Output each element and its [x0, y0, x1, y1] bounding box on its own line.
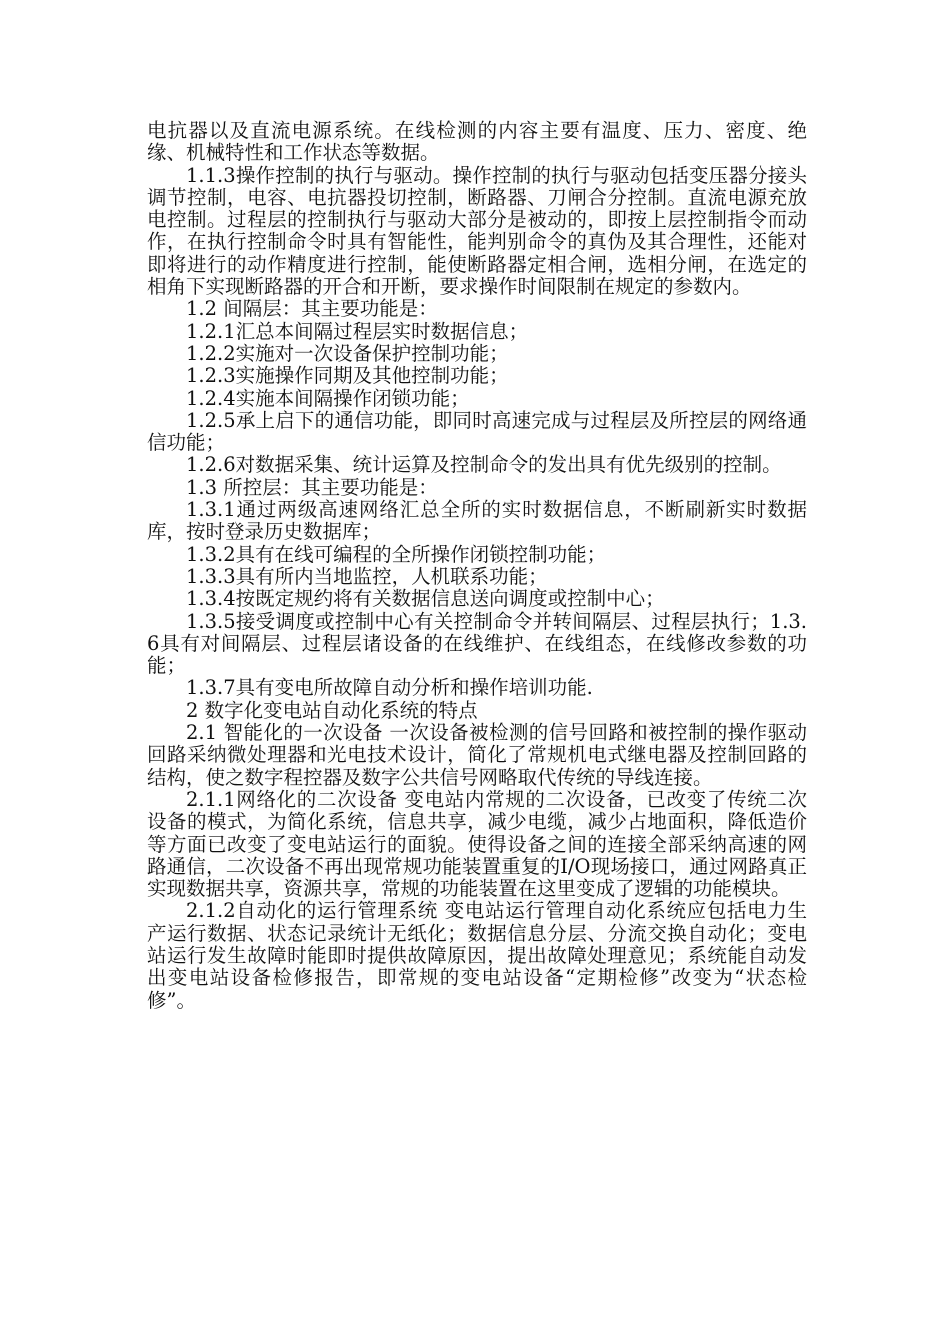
paragraph-11: 1.3.1通过两级高速网络汇总全所的实时数据信息，不断刷新实时数据库，按时登录历史数据库； [147, 498, 807, 544]
paragraph-1: 电抗器以及直流电源系统。在线检测的内容主要有温度、压力、密度、绝缘、机械特性和工作状态等数据。 [147, 119, 807, 165]
paragraph-18: 2.1 智能化的一次设备 一次设备被检测的信号回路和被控制的操作驱动回路采纳微处理器和光电技术设计，简化了常规机电式继电器及控制回路的结构，使之数字程控器及数字公共信号网略取代传统的导线连接。 [147, 721, 807, 789]
paragraph-10: 1.3 所控层：其主要功能是： [186, 475, 438, 499]
paragraph-5: 1.2.2实施对一次设备保护控制功能； [186, 341, 509, 365]
paragraph-2: 1.1.3操作控制的执行与驱动。操作控制的执行与驱动包括变压器分接头调节控制，电容、电抗器投切控制，断路器、刀闸合分控制。直流电源充放电控制。过程层的控制执行与驱动大部分是被动的，即按上层控制指令而动作，在执行控制命令时具有智能性，能判别命令的真伪及其合理性，还能对即将进行的动作精度进行控制，能使断路器定相合闸，选相分闸，在选定的相角下实现断路器的开合和开断，要求操作时间限制在规定的参数内。 [147, 163, 807, 299]
paragraph-7: 1.2.4实施本间隔操作闭锁功能； [186, 386, 470, 410]
paragraph-12: 1.3.2具有在线可编程的全所操作闭锁控制功能； [186, 542, 607, 566]
paragraph-15: 1.3.5接受调度或控制中心有关控制命令并转间隔层、过程层执行；1.3.6具有对间隔层、过程层诸设备的在线维护、在线组态，在线修改参数的功能； [147, 609, 807, 678]
section-heading: 2 数字化变电站自动化系统的特点 [186, 698, 478, 722]
paragraph-14: 1.3.4按既定规约将有关数据信息送向调度或控制中心； [186, 587, 665, 611]
paragraph-19: 2.1.1网络化的二次设备 变电站内常规的二次设备，已改变了传统二次设备的模式，为简化系统，信息共享，减少电缆，减少占地面积，降低造价等方面已改变了变电站运行的面貌。使得设备之间的连接全部采纳高速的网路通信，二次设备不再出现常规功能装置重复的I/O现场接口，通过网路真正实现数据共享，资源共享，常规的功能装置在这里变成了逻辑的功能模块。 [147, 787, 807, 901]
paragraph-4: 1.2.1汇总本间隔过程层实时数据信息； [186, 319, 529, 343]
paragraph-3: 1.2 间隔层：其主要功能是： [186, 297, 438, 321]
paragraph-9: 1.2.6对数据采集、统计运算及控制命令的发出具有优先级别的控制。 [186, 453, 782, 477]
paragraph-16: 1.3.7具有变电所故障自动分析和操作培训功能. [186, 676, 593, 700]
paragraph-8: 1.2.5承上启下的通信功能，即同时高速完成与过程层及所控层的网络通信功能； [147, 408, 807, 455]
paragraph-6: 1.2.3实施操作同期及其他控制功能； [186, 364, 509, 388]
paragraph-13: 1.3.3具有所内当地监控，人机联系功能； [186, 564, 548, 588]
paragraph-20: 2.1.2自动化的运行管理系统 变电站运行管理自动化系统应包括电力生产运行数据、状态记录统计无纸化；数据信息分层、分流交换自动化；变电站运行发生故障时能即时提供故障原因，提出故障处理意见；系统能自动发出变电站设备检修报告，即常规的变电站设备“定期检修”改变为“状态检修”。 [147, 899, 807, 1012]
document-page [147, 120, 807, 1012]
